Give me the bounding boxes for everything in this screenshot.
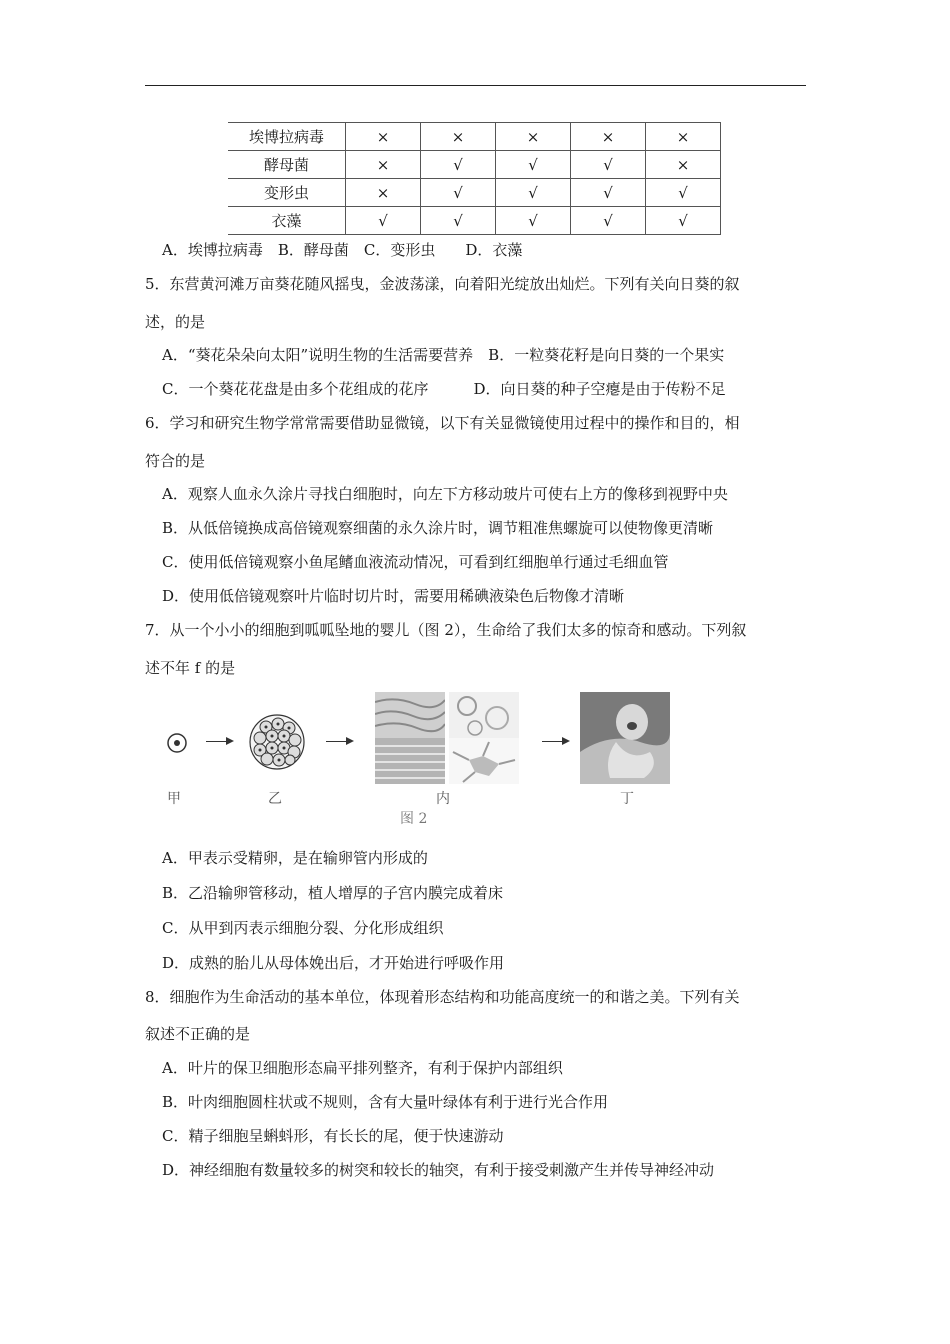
table-row	[228, 179, 721, 207]
table-cell: √	[496, 151, 571, 179]
table-cell: ×	[646, 123, 721, 151]
tissue-image	[375, 738, 445, 784]
table-cell: ×	[646, 151, 721, 179]
q6-stem-line1: 6．学习和研究生物学常常需要借助显微镜，以下有关显微镜使用过程中的操作和目的，相	[145, 414, 740, 432]
q5-stem-line2: 述，的是	[145, 313, 206, 331]
table-cell: ×	[346, 123, 421, 151]
row-name: 衣藻	[228, 207, 346, 235]
table-cell: √	[571, 207, 646, 235]
table-row	[228, 151, 721, 179]
tissue-image	[449, 738, 519, 784]
q4-options: A．埃博拉病毒 B．酵母菌 C．变形虫 D．衣藻	[162, 241, 523, 259]
q8-stem-line2: 叙述不正确的是	[145, 1025, 251, 1043]
table-cell: √	[346, 207, 421, 235]
q7-stem-line1: 7．从一个小小的细胞到呱呱坠地的婴儿（图 2），生命给了我们太多的惊奇和感动。下列叙	[145, 621, 747, 639]
q5-stem-line1: 5．东营黄河滩万亩葵花随风摇曳，金波荡漾，向着阳光绽放出灿烂。下列有关向日葵的叙	[145, 275, 740, 293]
q8-option-c: C．精子细胞呈蝌蚪形，有长长的尾，便于快速游动	[162, 1127, 504, 1145]
q7-option-c: C．从甲到丙表示细胞分裂、分化形成组织	[162, 919, 444, 937]
table-row	[228, 207, 721, 235]
table-cell: √	[421, 151, 496, 179]
figure-label-ding: 丁	[620, 791, 634, 807]
q6-option-c: C．使用低倍镜观察小鱼尾鳍血液流动情况，可看到红细胞单行通过毛细血管	[162, 553, 669, 571]
table-cell: √	[496, 207, 571, 235]
tissue-image	[449, 692, 519, 738]
table-cell: √	[646, 207, 721, 235]
table-cell: √	[571, 179, 646, 207]
table-cell: √	[421, 207, 496, 235]
figure-label-yi: 乙	[268, 791, 282, 807]
q7-option-d: D．成熟的胎儿从母体娩出后，才开始进行呼吸作用	[162, 954, 505, 972]
q6-stem-line2: 符合的是	[145, 452, 206, 470]
arrow-icon	[542, 741, 568, 742]
q5-options-cd: C．一个葵花花盘是由多个花组成的花序 D．向日葵的种子空瘪是由于传粉不足	[162, 380, 726, 398]
row-name: 埃博拉病毒	[228, 123, 346, 151]
tissue-image	[375, 692, 445, 738]
table-cell: ×	[421, 123, 496, 151]
header-rule	[145, 85, 806, 86]
arrow-icon	[206, 741, 232, 742]
comparison-table	[228, 122, 721, 235]
figure-label-jia: 甲	[167, 791, 181, 807]
table-cell: √	[496, 179, 571, 207]
table-cell: ×	[346, 179, 421, 207]
q8-stem-line1: 8．细胞作为生命活动的基本单位，体现着形态结构和功能高度统一的和谐之美。下列有关	[145, 988, 740, 1006]
zygote-image	[166, 732, 188, 754]
q7-option-a: A．甲表示受精卵，是在输卵管内形成的	[162, 849, 428, 867]
table-cell: √	[421, 179, 496, 207]
table-cell: ×	[571, 123, 646, 151]
q7-option-b: B．乙沿输卵管移动，植人增厚的子宫内膜完成着床	[162, 884, 504, 902]
figure-caption: 图 2	[400, 811, 428, 827]
row-name: 酵母菌	[228, 151, 346, 179]
q7-stem-line2: 述不年 f 的是	[145, 659, 236, 677]
q8-option-d: D．神经细胞有数量较多的树突和较长的轴突，有利于接受刺激产生并传导神经冲动	[162, 1161, 715, 1179]
arrow-icon	[326, 741, 352, 742]
row-name: 变形虫	[228, 179, 346, 207]
q5-options-ab: A．“葵花朵朵向太阳”说明生物的生活需要营养 B．一粒葵花籽是向日葵的一个果实	[162, 346, 725, 364]
table-cell: √	[571, 151, 646, 179]
baby-image	[580, 692, 670, 784]
table-cell: ×	[346, 151, 421, 179]
table-cell: √	[646, 179, 721, 207]
morula-image	[248, 713, 306, 771]
q6-option-a: A．观察人血永久涂片寻找白细胞时，向左下方移动玻片可使右上方的像移到视野中央	[162, 485, 728, 503]
q6-option-b: B．从低倍镜换成高倍镜观察细菌的永久涂片时，调节粗准焦螺旋可以使物像更清晰	[162, 519, 714, 537]
table-cell: ×	[496, 123, 571, 151]
development-figure	[160, 688, 680, 828]
q6-option-d: D．使用低倍镜观察叶片临时切片时，需要用稀碘液染色后物像才清晰	[162, 587, 625, 605]
table-row	[228, 123, 721, 151]
q8-option-a: A．叶片的保卫细胞形态扁平排列整齐，有利于保护内部组织	[162, 1059, 563, 1077]
q8-option-b: B．叶肉细胞圆柱状或不规则，含有大量叶绿体有利于进行光合作用	[162, 1093, 609, 1111]
figure-label-bing: 内	[436, 791, 450, 807]
